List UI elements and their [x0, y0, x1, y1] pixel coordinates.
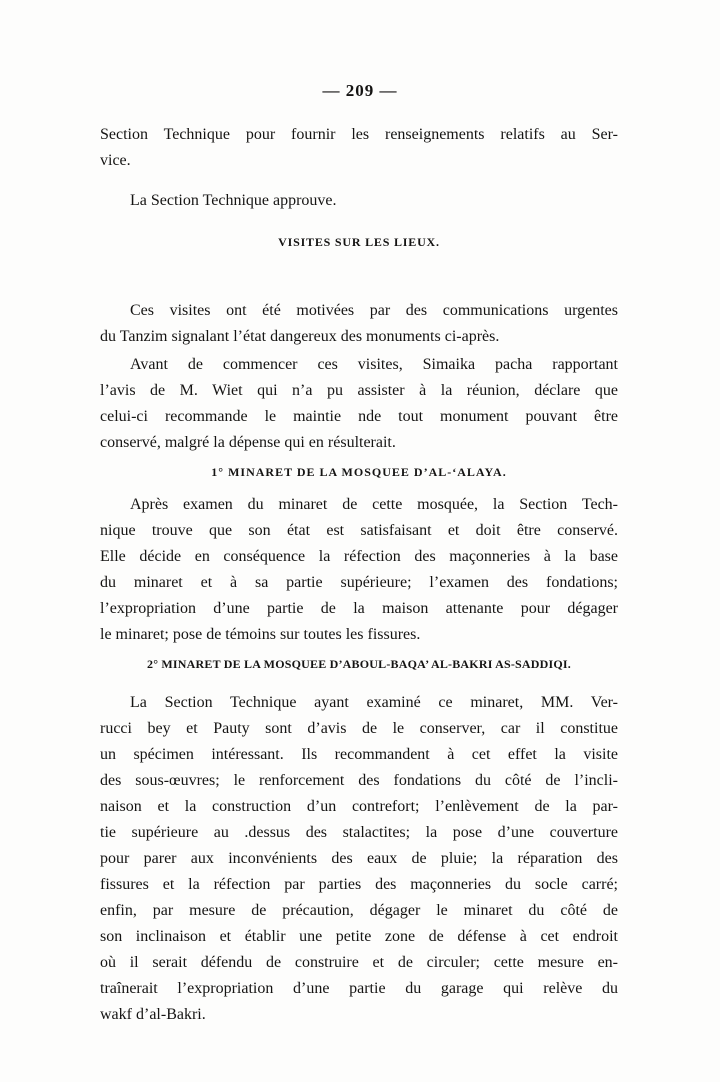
- paragraph: [100, 690, 618, 1028]
- text-line: La Section Technique ayant examiné ce minaret, MM. Ver-: [130, 694, 618, 711]
- text-line: du Tanzim signalant l’état dangereux des monuments ci-après.: [100, 328, 500, 345]
- text-line: fissures et la réfection par parties des maçonneries du socle carré;: [100, 876, 618, 893]
- text-line: des sous-œuvres; le renforcement des fondations du côté de l’incli-: [100, 772, 618, 789]
- paragraph: [100, 352, 618, 456]
- text-line: conservé, malgré la dépense qui en résulterait.: [100, 434, 396, 451]
- paragraph: [100, 122, 618, 174]
- text-line: Après examen du minaret de cette mosquée, la Section Tech-: [130, 496, 618, 513]
- text-line: son inclinaison et établir une petite zone de défense à cet endroit: [100, 928, 618, 945]
- text-line: l’avis de M. Wiet qui n’a pu assister à la réunion, déclare que: [100, 382, 618, 399]
- text-line: un spécimen intéressant. Ils recommandent à cet effet la visite: [100, 746, 618, 763]
- text-line: Avant de commencer ces visites, Simaika pacha rapportant: [130, 356, 618, 373]
- text-line: Elle décide en conséquence la réfection des maçonneries à la base: [100, 548, 618, 565]
- text-line: Ces visites ont été motivées par des communications urgentes: [130, 302, 618, 319]
- text-line: vice.: [100, 152, 131, 169]
- text-line: Section Technique pour fournir les renseignements relatifs au Ser-: [100, 126, 618, 143]
- text-line: où il serait défendu de construire et de circuler; cette mesure en-: [100, 954, 618, 971]
- section-heading-visites: VISITES SUR LES LIEUX.: [278, 235, 440, 249]
- text-line: naison et la construction d’un contrefort; l’enlèvement de la par-: [100, 798, 618, 815]
- section-heading-minaret-2: 2° MINARET DE LA MOSQUEE D’ABOUL-BAQA’ AL-BAKRI AS-SADDIQI.: [147, 657, 571, 671]
- section-heading-minaret-1: 1° MINARET DE LA MOSQUEE D’AL-‘ALAYA.: [211, 465, 507, 479]
- text-line: tie supérieure au .dessus des stalactites; la pose d’une couverture: [100, 824, 618, 841]
- text-column: [100, 122, 618, 1028]
- text-line: le minaret; pose de témoins sur toutes les fissures.: [100, 626, 421, 643]
- paragraph: [100, 188, 618, 214]
- text-line: wakf d’al-Bakri.: [100, 1006, 206, 1023]
- text-line: nique trouve que son état est satisfaisant et doit être conservé.: [100, 522, 618, 539]
- text-line: l’expropriation d’une partie de la maison attenante pour dégager: [100, 600, 618, 617]
- text-line: La Section Technique approuve.: [130, 192, 337, 209]
- text-line: celui-ci recommande le maintie nde tout monument pouvant être: [100, 408, 618, 425]
- page-number: — 209 —: [322, 81, 398, 100]
- text-line: enfin, par mesure de précaution, dégager le minaret du côté de: [100, 902, 618, 919]
- paragraph: [100, 492, 618, 648]
- paragraph: [100, 298, 618, 350]
- text-line: du minaret et à sa partie supérieure; l’examen des fondations;: [100, 574, 618, 591]
- text-line: pour parer aux inconvénients des eaux de pluie; la réparation des: [100, 850, 618, 867]
- text-line: rucci bey et Pauty sont d’avis de le conserver, car il constitue: [100, 720, 618, 737]
- text-line: traînerait l’expropriation d’une partie du garage qui relève du: [100, 980, 618, 997]
